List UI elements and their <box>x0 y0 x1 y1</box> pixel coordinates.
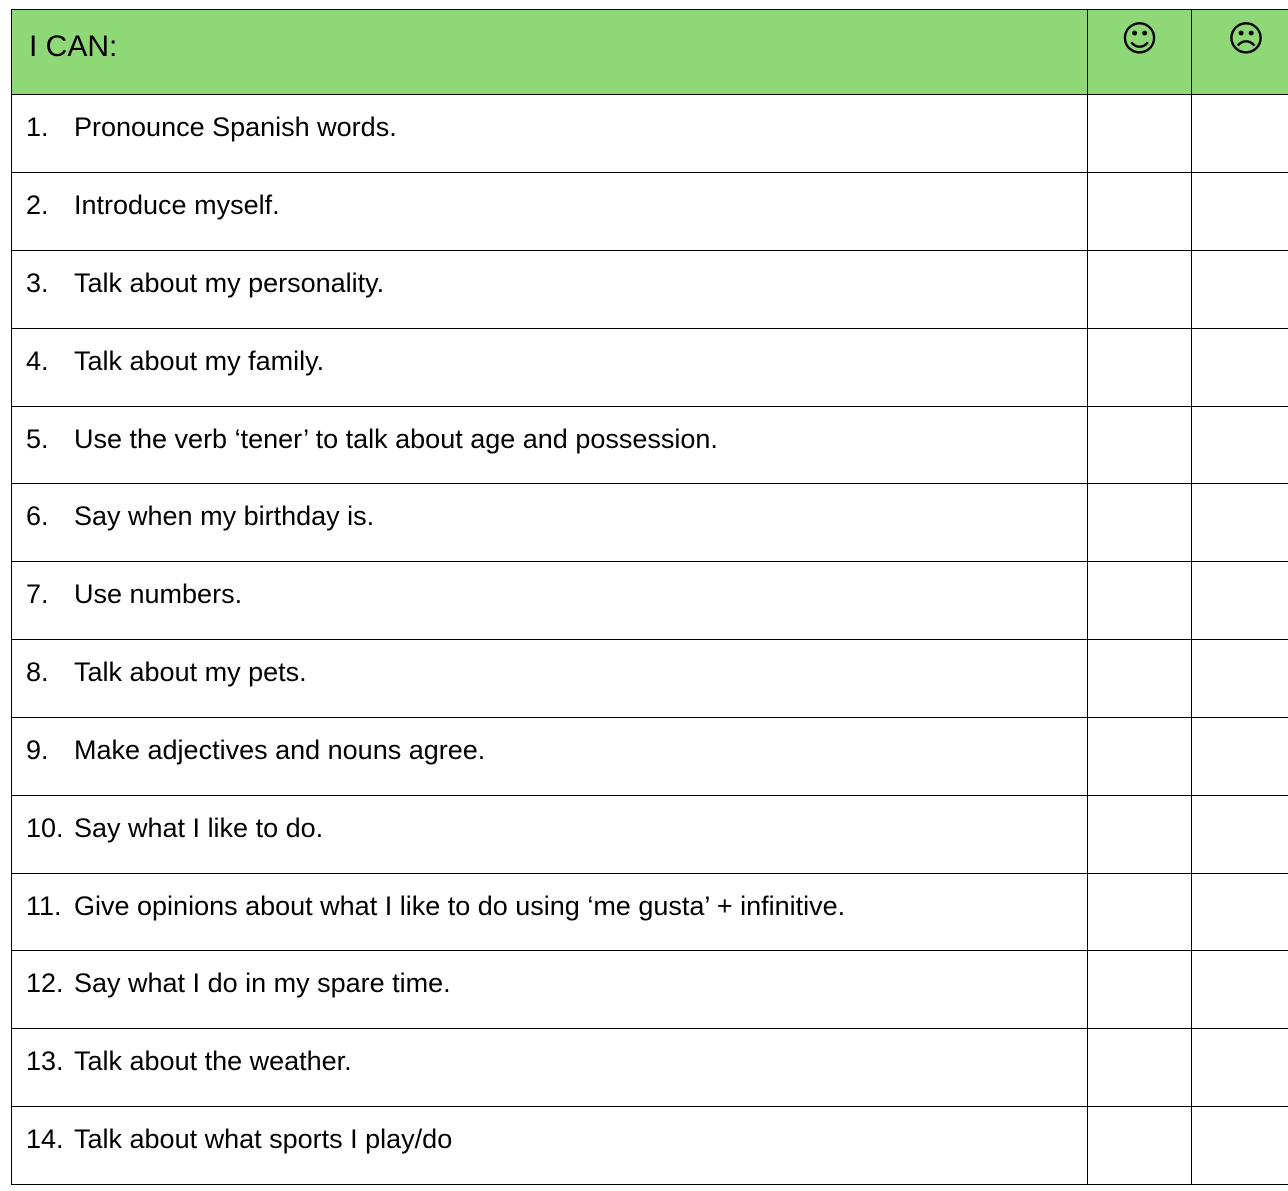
sad-check-cell[interactable] <box>1192 1029 1288 1107</box>
smiley-face-icon: ☺ <box>1120 19 1159 60</box>
statement-number: 11. <box>26 890 62 921</box>
statement-cell <box>12 251 1088 329</box>
statement <box>12 562 1087 609</box>
statement-number: 3. <box>26 268 49 298</box>
statement-text: Use the verb ‘tener’ to talk about age and possession. <box>74 423 718 454</box>
i-can-checklist-table <box>11 9 1288 1185</box>
statement-cell <box>12 1029 1088 1107</box>
statement-text: Pronounce Spanish words. <box>74 112 397 143</box>
statement-cell <box>12 717 1088 795</box>
statement-text: Talk about the weather. <box>74 1046 352 1077</box>
statement-cell <box>12 873 1088 951</box>
statement-text: Talk about my pets. <box>74 657 307 688</box>
checklist-row <box>12 795 1288 873</box>
statement-text: Say when my birthday is. <box>74 501 375 532</box>
statement-number: 7. <box>26 579 49 610</box>
happy-check-cell[interactable] <box>1088 328 1192 406</box>
sad-check-cell[interactable] <box>1192 484 1288 562</box>
statement-number: 5. <box>26 423 49 454</box>
happy-check-cell[interactable] <box>1088 251 1192 329</box>
sad-check-cell[interactable] <box>1192 717 1288 795</box>
statement-cell <box>12 328 1088 406</box>
happy-check-cell[interactable] <box>1088 717 1192 795</box>
sad-check-cell[interactable] <box>1192 873 1288 951</box>
statement <box>12 484 1087 531</box>
header-title-cell <box>12 10 1088 95</box>
statement-text: Use numbers. <box>74 579 243 610</box>
statement <box>12 1107 1087 1154</box>
statement-cell <box>12 484 1088 562</box>
statement <box>12 251 1087 298</box>
statement-text: Say what I do in my spare time. <box>74 968 451 999</box>
frowning-face-icon: ☹ <box>1227 19 1265 60</box>
sad-check-cell[interactable] <box>1192 640 1288 718</box>
statement <box>12 329 1087 376</box>
statement-number: 6. <box>26 501 49 532</box>
statement-cell <box>12 95 1088 173</box>
statement <box>12 718 1087 765</box>
checklist-row <box>12 1107 1288 1185</box>
statement-cell <box>12 640 1088 718</box>
statement-text: Talk about my personality. <box>74 268 385 298</box>
statement-number: 8. <box>26 657 49 688</box>
checklist-row <box>12 328 1288 406</box>
statement-number: 2. <box>26 190 49 221</box>
header-happy-cell <box>1088 10 1192 95</box>
happy-check-cell[interactable] <box>1088 795 1192 873</box>
checklist-row <box>12 562 1288 640</box>
happy-check-cell[interactable] <box>1088 1107 1192 1185</box>
happy-check-cell[interactable] <box>1088 640 1192 718</box>
statement <box>12 951 1087 998</box>
statement <box>12 796 1087 843</box>
header-sad-cell <box>1192 10 1288 95</box>
statement-number: 4. <box>26 345 49 376</box>
statement <box>12 874 1087 921</box>
sad-check-cell[interactable] <box>1192 562 1288 640</box>
statement-number: 12. <box>26 968 64 999</box>
sad-check-cell[interactable] <box>1192 251 1288 329</box>
happy-check-cell[interactable] <box>1088 406 1192 484</box>
statement <box>12 173 1087 220</box>
sad-check-cell[interactable] <box>1192 328 1288 406</box>
statement <box>12 1029 1087 1076</box>
happy-check-cell[interactable] <box>1088 484 1192 562</box>
checklist-row <box>12 173 1288 251</box>
checklist-row <box>12 640 1288 718</box>
sad-check-cell[interactable] <box>1192 173 1288 251</box>
statement <box>12 640 1087 687</box>
statement-cell <box>12 1107 1088 1185</box>
statement-text: Make adjectives and nouns agree. <box>74 734 486 765</box>
sad-check-cell[interactable] <box>1192 406 1288 484</box>
statement-text: Give opinions about what I like to do using ‘me gusta’ + infinitive. <box>74 890 846 921</box>
statement-text: Talk about what sports I play/do <box>74 1124 453 1155</box>
statement-number: 9. <box>26 734 49 765</box>
checklist-row <box>12 1029 1288 1107</box>
checklist-row <box>12 951 1288 1029</box>
sad-check-cell[interactable] <box>1192 795 1288 873</box>
sad-check-cell[interactable] <box>1192 1107 1288 1185</box>
statement-text: Say what I like to do. <box>74 812 324 843</box>
statement <box>12 407 1087 454</box>
checklist-row <box>12 406 1288 484</box>
sad-check-cell[interactable] <box>1192 951 1288 1029</box>
checklist-row <box>12 95 1288 173</box>
statement-cell <box>12 951 1088 1029</box>
happy-check-cell[interactable] <box>1088 173 1192 251</box>
statement-number: 10. <box>26 812 64 843</box>
statement-number: 1. <box>26 112 49 143</box>
checklist-row <box>12 717 1288 795</box>
happy-check-cell[interactable] <box>1088 562 1192 640</box>
statement-number: 13. <box>26 1046 64 1077</box>
happy-check-cell[interactable] <box>1088 873 1192 951</box>
statement <box>12 95 1087 142</box>
happy-check-cell[interactable] <box>1088 95 1192 173</box>
header-title: I CAN: <box>29 30 118 63</box>
statement-cell <box>12 406 1088 484</box>
checklist-row <box>12 251 1288 329</box>
checklist-row <box>12 873 1288 951</box>
statement-number: 14. <box>26 1124 64 1155</box>
statement-text: Talk about my family. <box>74 345 325 376</box>
statement-cell <box>12 795 1088 873</box>
statement-text: Introduce myself. <box>74 190 280 221</box>
happy-check-cell[interactable] <box>1088 1029 1192 1107</box>
statement-cell <box>12 173 1088 251</box>
header-row <box>12 10 1288 95</box>
happy-check-cell[interactable] <box>1088 951 1192 1029</box>
statement-cell <box>12 562 1088 640</box>
checklist-row <box>12 484 1288 562</box>
sad-check-cell[interactable] <box>1192 95 1288 173</box>
